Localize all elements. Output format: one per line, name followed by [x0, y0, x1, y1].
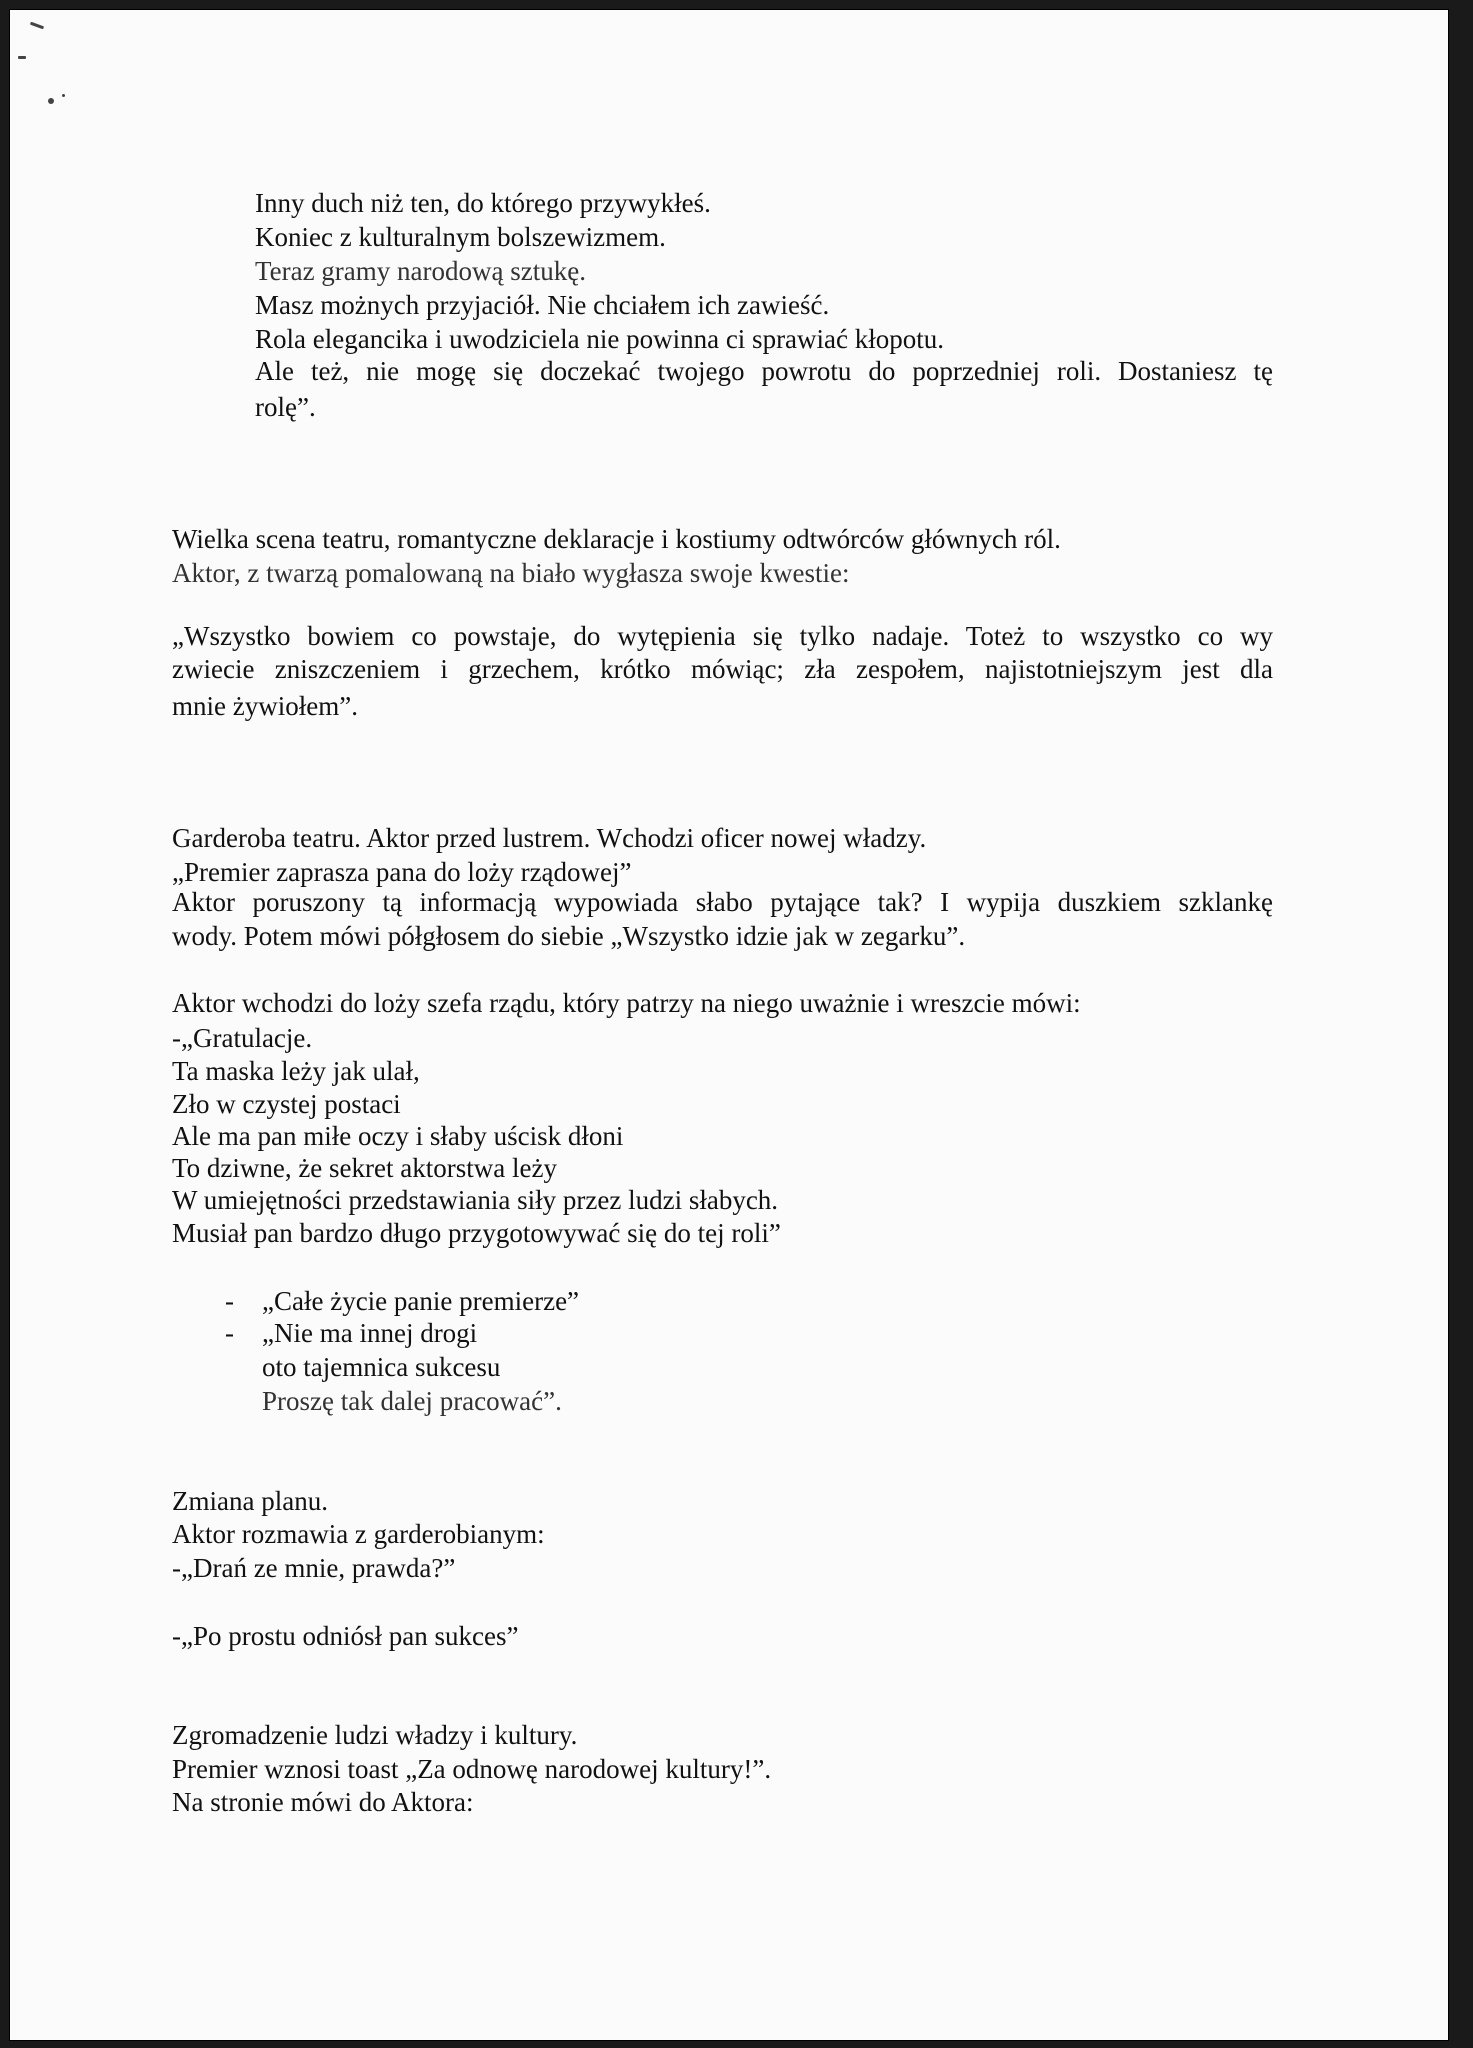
text-line: Zgromadzenie ludzi władzy i kultury.: [172, 1720, 578, 1750]
text-line: Ale też, nie mogę się doczekać twojego powrotu do poprzedniej roli. Dostaniesz tę: [255, 356, 1273, 386]
scan-speck: [18, 56, 26, 59]
text-line: -„Gratulacje.: [172, 1023, 313, 1053]
scan-speck: [62, 94, 65, 97]
list-dash: -: [225, 1286, 234, 1316]
list-dash: -: [225, 1318, 234, 1348]
text-line: W umiejętności przedstawiania siły przez ludzi słabych.: [172, 1185, 779, 1215]
text-line: -„Drań ze mnie, prawda?”: [172, 1553, 456, 1583]
scan-speck: [30, 22, 44, 30]
text-line: oto tajemnica sukcesu: [262, 1352, 501, 1382]
text-line: Masz możnych przyjaciół. Nie chciałem ich zawieść.: [255, 290, 830, 320]
text-line: -„Po prostu odniósł pan sukces”: [172, 1621, 519, 1651]
text-line: „Wszystko bowiem co powstaje, do wytępienia się tylko nadaje. Toteż to wszystko co wy: [172, 621, 1273, 651]
text-line: Wielka scena teatru, romantyczne deklaracje i kostiumy odtwórców głównych ról.: [172, 524, 1061, 554]
text-line: „Całe życie panie premierze”: [262, 1286, 580, 1316]
text-line: Rola elegancika i uwodziciela nie powinna ci sprawiać kłopotu.: [255, 324, 945, 354]
text-line: Zmiana planu.: [172, 1486, 328, 1516]
document-page: [9, 9, 1449, 2041]
text-line: mnie żywiołem”.: [172, 691, 358, 721]
text-line: Garderoba teatru. Aktor przed lustrem. Wchodzi oficer nowej władzy.: [172, 823, 927, 853]
text-line: Ta maska leży jak ulał,: [172, 1056, 420, 1086]
text-line: Aktor, z twarzą pomalowaną na biało wygłasza swoje kwestie:: [172, 558, 850, 588]
text-line: Aktor wchodzi do loży szefa rządu, który patrzy na niego uważnie i wreszcie mówi:: [172, 988, 1081, 1018]
text-line: Premier wznosi toast „Za odnowę narodowej kultury!”.: [172, 1754, 772, 1784]
scan-speck: [48, 98, 54, 104]
text-line: Koniec z kulturalnym bolszewizmem.: [255, 222, 666, 252]
text-line: Musiał pan bardzo długo przygotowywać się do tej roli”: [172, 1218, 781, 1248]
text-line: Zło w czystej postaci: [172, 1089, 401, 1119]
text-line: zwiecie zniszczeniem i grzechem, krótko mówiąc; zła zespołem, najistotniejszym jest dla: [172, 654, 1273, 684]
text-line: Teraz gramy narodową sztukę.: [255, 256, 586, 286]
text-line: „Nie ma innej drogi: [262, 1318, 478, 1348]
text-line: rolę”.: [255, 392, 316, 422]
text-line: Na stronie mówi do Aktora:: [172, 1787, 474, 1817]
text-line: Aktor rozmawia z garderobianym:: [172, 1519, 545, 1549]
text-line: „Premier zaprasza pana do loży rządowej”: [172, 857, 632, 887]
text-line: Inny duch niż ten, do którego przywykłeś.: [255, 188, 711, 218]
text-line: Aktor poruszony tą informacją wypowiada słabo pytające tak? I wypija duszkiem szklankę: [172, 887, 1273, 917]
text-line: To dziwne, że sekret aktorstwa leży: [172, 1153, 557, 1183]
text-line: Ale ma pan miłe oczy i słaby uścisk dłoni: [172, 1121, 624, 1151]
text-line: Proszę tak dalej pracować”.: [262, 1386, 562, 1416]
text-line: wody. Potem mówi półgłosem do siebie „Wszystko idzie jak w zegarku”.: [172, 921, 966, 951]
